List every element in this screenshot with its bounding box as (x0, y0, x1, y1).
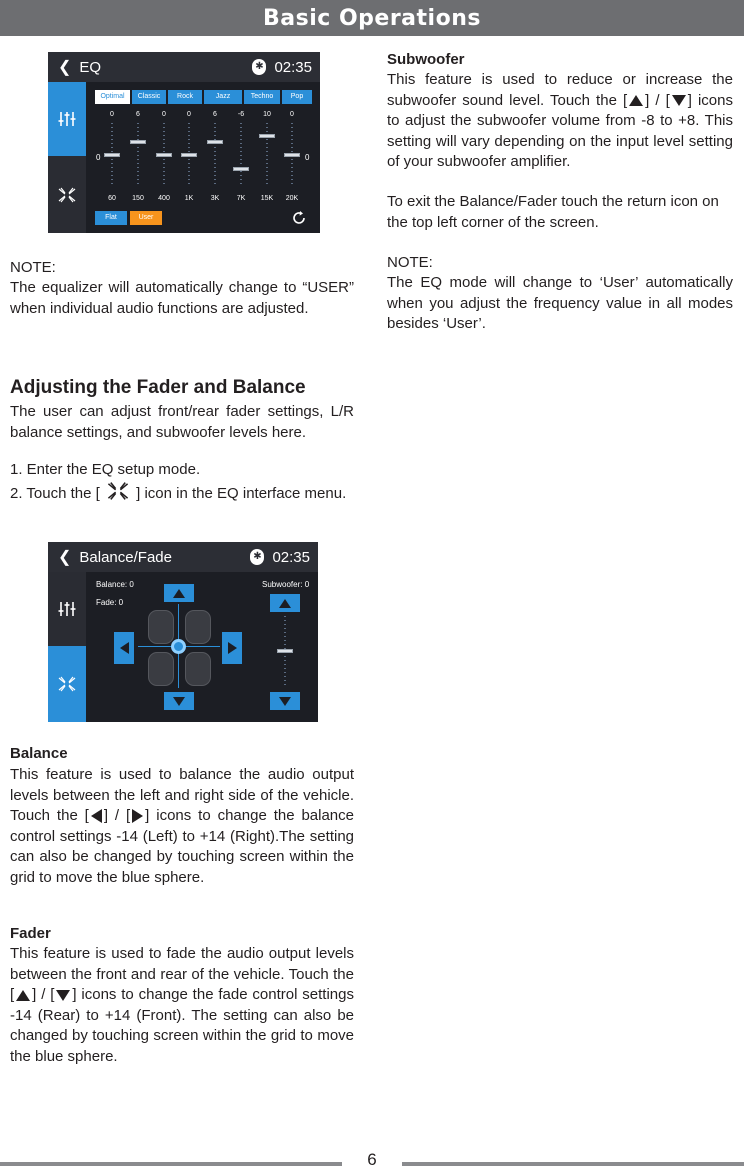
down-arrow-icon (672, 95, 686, 106)
eq-band-frequency: 400 (158, 195, 170, 202)
header-bar (0, 0, 744, 36)
balance-heading: Balance (10, 745, 68, 762)
speaker-icon (106, 481, 130, 508)
eq-tab-icon (48, 572, 86, 646)
fade-down-button (164, 692, 194, 710)
note2-text: The EQ mode will change to ‘User’ automatically when you adjust the frequency value in all modes besides ‘User’. (387, 274, 733, 332)
preset-pop: Pop (282, 90, 312, 104)
eq-band-frequency: 3K (210, 195, 220, 202)
footer-line-left (0, 1162, 342, 1166)
eq-tab-icon (48, 82, 86, 156)
subwoofer-down-button (270, 692, 300, 710)
footer-line-right (402, 1162, 744, 1166)
car-seat-front-right (185, 610, 211, 644)
note1-text: The equalizer will automatically change to “USER” when individual audio functions are adjusted. (10, 279, 354, 317)
balance-text-b: ] / [ (103, 807, 131, 824)
up-arrow-icon (16, 990, 30, 1001)
fade-up-button (164, 584, 194, 602)
eq-slider-knob (181, 153, 197, 157)
speaker-tab-icon (48, 156, 86, 233)
page-number: 6 (367, 1150, 377, 1168)
balance-fade-screenshot (48, 542, 318, 722)
fade-readout: Fade: 0 (96, 598, 124, 607)
preset-optimal: Optimal (95, 90, 130, 104)
bf-screen-title: Balance/Fade (79, 548, 172, 566)
reset-icon (291, 210, 307, 231)
fader-step2-b: ] icon in the EQ interface menu. (136, 485, 347, 503)
eq-band-frequency: 1K (184, 195, 194, 202)
preset-jazz: Jazz (204, 90, 242, 104)
balance-text (10, 765, 354, 888)
balance-text-c: ] icons to change the balance control settings -14 (Left) to +14 (Right).The setting can also be changed by touching screen within the grid to move the blue sphere. (10, 807, 354, 886)
flat-button: Flat (95, 211, 127, 225)
fader-step1: 1. Enter the EQ setup mode. (10, 461, 201, 478)
eq-band-value: 0 (187, 111, 191, 118)
up-arrow-icon (629, 95, 643, 106)
eq-band-value: 0 (290, 111, 294, 118)
down-arrow-icon (56, 990, 70, 1001)
note2-label: NOTE: (387, 254, 433, 271)
fader-text-a: This feature is used to fade the audio output levels between the front and rear of the vehicle. Touch the [ (10, 945, 354, 1003)
eq-band-frequency: 20K (285, 195, 299, 202)
car-seat-front-left (148, 610, 174, 644)
bluetooth-icon: ✱ (252, 59, 266, 75)
eq-slider-knob (156, 153, 172, 157)
eq-band-value: -6 (237, 111, 245, 118)
eq-zero-right: 0 (305, 153, 310, 162)
fader-text (10, 944, 354, 1067)
balance-readout: Balance: 0 (96, 580, 134, 589)
eq-band-frequency: 150 (132, 195, 144, 202)
fader-text-c: ] icons to change the fade control settings -14 (Rear) to +14 (Front). The setting can also be changed by touching screen within the grid to move the blue sphere. (10, 986, 354, 1065)
preset-rock: Rock (168, 90, 202, 104)
eq-screen-time: 02:35 (274, 58, 312, 76)
page-title: Basic Operations (263, 5, 481, 31)
subwoofer-heading: Subwoofer (387, 51, 465, 68)
eq-band-frequency: 15K (260, 195, 274, 202)
fader-step2 (10, 481, 356, 508)
bluetooth-icon: ✱ (250, 549, 264, 565)
fader-heading-2: Fader (10, 925, 51, 942)
fader-intro: The user can adjust front/rear fader settings, L/R balance settings, and subwoofer levels here. (10, 403, 354, 441)
speaker-tab-icon (48, 646, 86, 722)
subwoofer-text-a: This feature is used to reduce or increase the subwoofer sound level. Touch the [ (387, 71, 733, 109)
eq-slider-knob (259, 134, 275, 138)
back-icon: ❮ (58, 549, 72, 566)
car-seat-rear-right (185, 652, 211, 686)
balance-left-button (114, 632, 134, 664)
eq-band-value: 6 (213, 111, 217, 118)
preset-classic: Classic (132, 90, 166, 104)
subwoofer-text (387, 70, 733, 173)
eq-band-value: 10 (263, 111, 271, 118)
eq-slider-track (266, 123, 268, 187)
subwoofer-text-c: ] icons to adjust the subwoofer volume from -8 to +8. This setting will vary depending on the input level setting of your subwoofer amplifier. (387, 91, 733, 170)
left-arrow-icon (91, 809, 102, 823)
user-button: User (130, 211, 162, 225)
car-seat-rear-left (148, 652, 174, 686)
note1-label: NOTE: (10, 259, 56, 276)
subwoofer-readout: Subwoofer: 0 (262, 580, 310, 589)
subwoofer-slider-knob (277, 649, 293, 653)
preset-techno: Techno (244, 90, 280, 104)
eq-band-value: 6 (136, 111, 140, 118)
eq-screen-title: EQ (79, 58, 102, 76)
eq-slider-knob (233, 167, 249, 171)
eq-zero-left: 0 (96, 153, 101, 162)
fader-text-b: ] / [ (32, 986, 55, 1003)
eq-slider-knob (130, 140, 146, 144)
eq-band-value: 0 (110, 111, 114, 118)
eq-band-value: 0 (162, 111, 166, 118)
eq-slider-knob (104, 153, 120, 157)
balance-sphere (171, 639, 186, 654)
fader-heading: Adjusting the Fader and Balance (10, 377, 306, 398)
eq-slider-track (137, 123, 139, 187)
eq-slider-knob (284, 153, 300, 157)
subwoofer-text-b: ] / [ (645, 91, 670, 109)
balance-right-button (222, 632, 242, 664)
eq-slider-track (214, 123, 216, 187)
fader-step2-a: 2. Touch the [ (10, 485, 100, 503)
eq-band-frequency: 60 (108, 195, 116, 202)
balance-text-a: This feature is used to balance the audio output levels between the left and right side of the vehicle. Touch the [ (10, 766, 354, 824)
subwoofer-up-button (270, 594, 300, 612)
eq-slider-track (240, 123, 242, 187)
back-icon: ❮ (58, 59, 72, 76)
bf-screen-time: 02:35 (272, 548, 310, 566)
exit-text: To exit the Balance/Fader touch the return icon on the top left corner of the screen. (387, 193, 719, 231)
right-arrow-icon (132, 809, 143, 823)
eq-slider-knob (207, 140, 223, 144)
eq-band-frequency: 7K (236, 195, 246, 202)
eq-screenshot (48, 52, 320, 233)
eq-screen-topbar (48, 52, 320, 82)
bf-screen-topbar (48, 542, 318, 572)
